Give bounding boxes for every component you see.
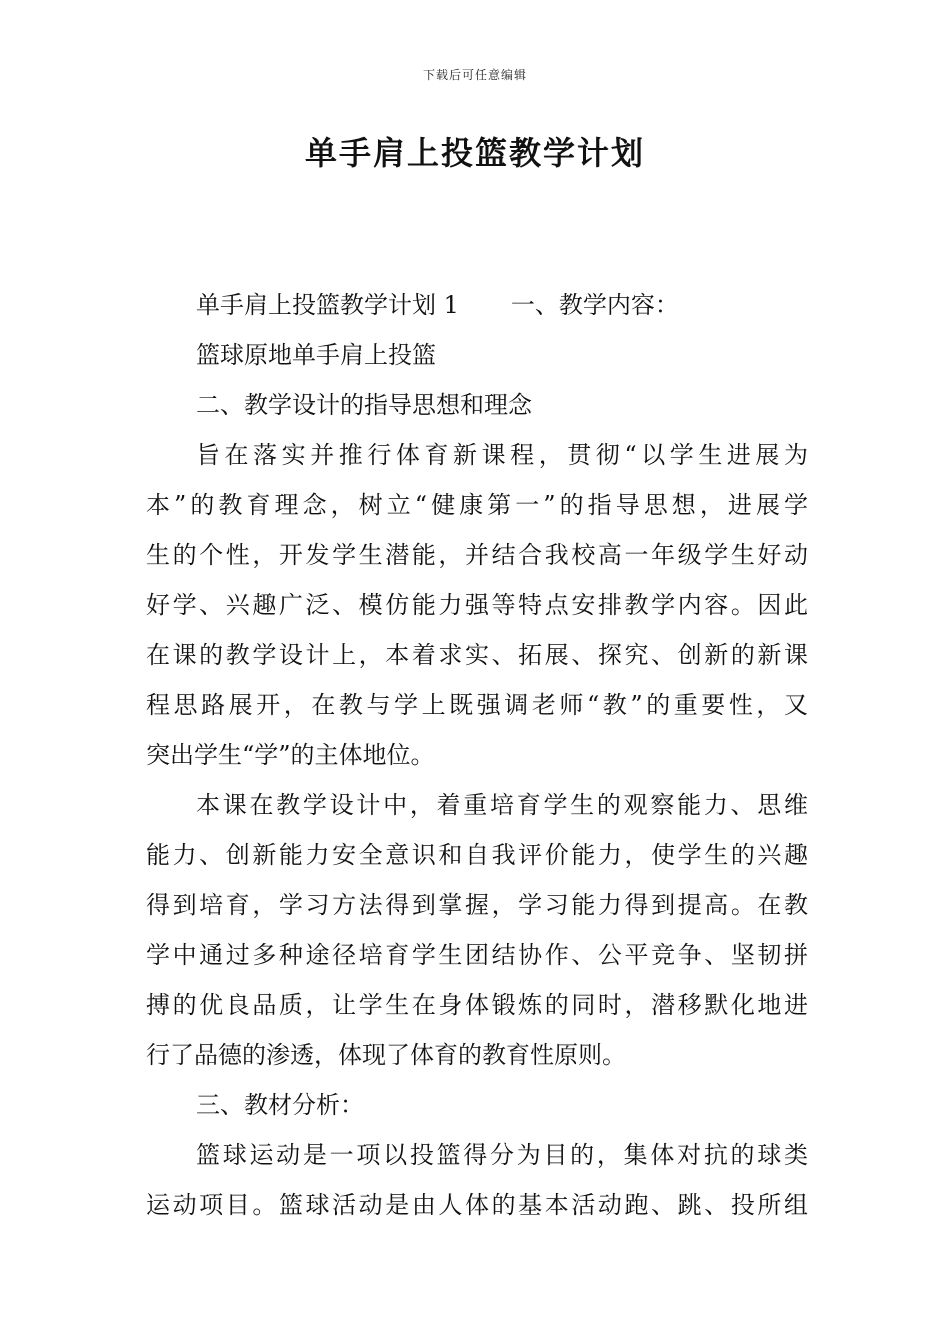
paragraph-line: 搏的优良品质，让学生在身体锻炼的同时，潜移默化地进 <box>146 991 808 1019</box>
paragraph-line: 旨在落实并推行体育新课程，贯彻“以学生进展为 <box>196 441 808 469</box>
paragraph-line: 程思路展开，在教与学上既强调老师“教”的重要性，又 <box>146 691 808 719</box>
document-body <box>146 280 808 1230</box>
paragraph-line: 突出学生“学”的主体地位。 <box>146 741 435 769</box>
paragraph-line: 能力、创新能力安全意识和自我评价能力，使学生的兴趣 <box>146 841 808 869</box>
content-topic: 篮球原地单手肩上投篮 <box>196 341 436 369</box>
plan-heading-line <box>146 280 808 330</box>
paragraph-line: 本”的教育理念，树立“健康第一”的指导思想，进展学 <box>146 491 808 519</box>
document-title: 单手肩上投篮教学计划 <box>304 134 645 172</box>
paragraph-line: 学中通过多种途径培育学生团结协作、公平竞争、坚韧拼 <box>146 941 808 969</box>
paragraph-line: 生的个性，开发学生潜能，并结合我校高一年级学生好动 <box>146 541 808 569</box>
paragraph-line: 得到培育，学习方法得到掌握，学习能力得到提高。在教 <box>146 891 808 919</box>
section3-heading: 三、教材分析： <box>196 1091 364 1119</box>
section1-heading: 一、教学内容： <box>510 291 679 319</box>
paragraph-line: 行了品德的渗透，体现了体育的教育性原则。 <box>146 1041 626 1069</box>
paragraph-line: 好学、兴趣广泛、模仿能力强等特点安排教学内容。因此 <box>146 591 808 619</box>
paragraph-line: 篮球运动是一项以投篮得分为目的，集体对抗的球类 <box>196 1141 808 1169</box>
plan-name: 单手肩上投篮教学计划 1 <box>196 291 459 319</box>
paragraph-line: 运动项目。篮球活动是由人体的基本活动跑、跳、投所组 <box>146 1191 808 1219</box>
paragraph-line: 本课在教学设计中，着重培育学生的观察能力、思维 <box>196 791 808 819</box>
header-note: 下载后可任意编辑 <box>422 68 527 82</box>
paragraph-line: 在课的教学设计上，本着求实、拓展、探究、创新的新课 <box>146 641 808 669</box>
section2-heading: 二、教学设计的指导思想和理念 <box>196 391 532 419</box>
